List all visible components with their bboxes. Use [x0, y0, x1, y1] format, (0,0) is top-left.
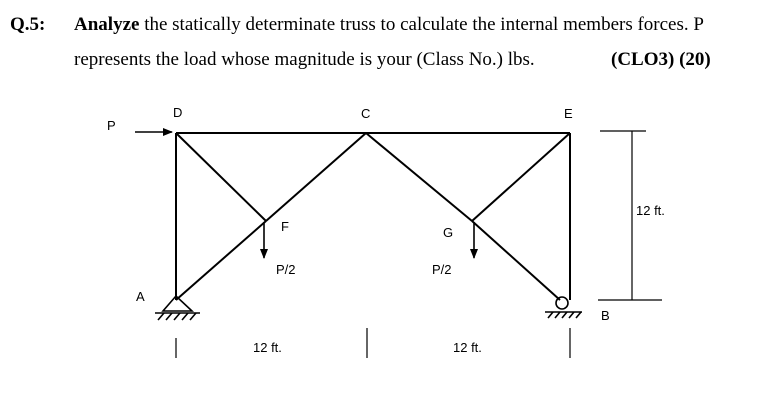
node-label-F: F [281, 219, 289, 234]
question-line-1-text: the statically determinate truss to calculate the internal members forces. P [144, 14, 704, 35]
dimension-span [176, 328, 570, 358]
member-DF [176, 133, 266, 221]
node-label-A: A [136, 289, 145, 304]
question-number: Q.5: [10, 14, 46, 35]
member-CG [366, 133, 472, 221]
load-label-G: P/2 [432, 262, 452, 277]
member-GB [472, 221, 560, 300]
clo-marks: (CLO3) (20) [611, 49, 711, 70]
node-label-E: E [564, 106, 573, 121]
roller-support-B [545, 297, 582, 318]
node-label-B: B [601, 308, 610, 323]
member-FC [266, 133, 366, 221]
node-label-G: G [443, 225, 454, 240]
dimension-right-label: 12 ft. [453, 340, 482, 355]
node-label-D: D [173, 105, 183, 120]
dimension-left-label: 12 ft. [253, 340, 282, 355]
question-line-2: represents the load whose magnitude is your (Class No.) lbs. [74, 49, 535, 70]
member-AF [176, 221, 266, 300]
question-keyword: Analyze [74, 14, 140, 35]
load-label-P: P [107, 118, 116, 133]
load-label-F: P/2 [276, 262, 296, 277]
member-GE [472, 133, 570, 221]
node-label-C: C [361, 106, 371, 121]
dimension-height-label: 12 ft. [636, 203, 665, 218]
